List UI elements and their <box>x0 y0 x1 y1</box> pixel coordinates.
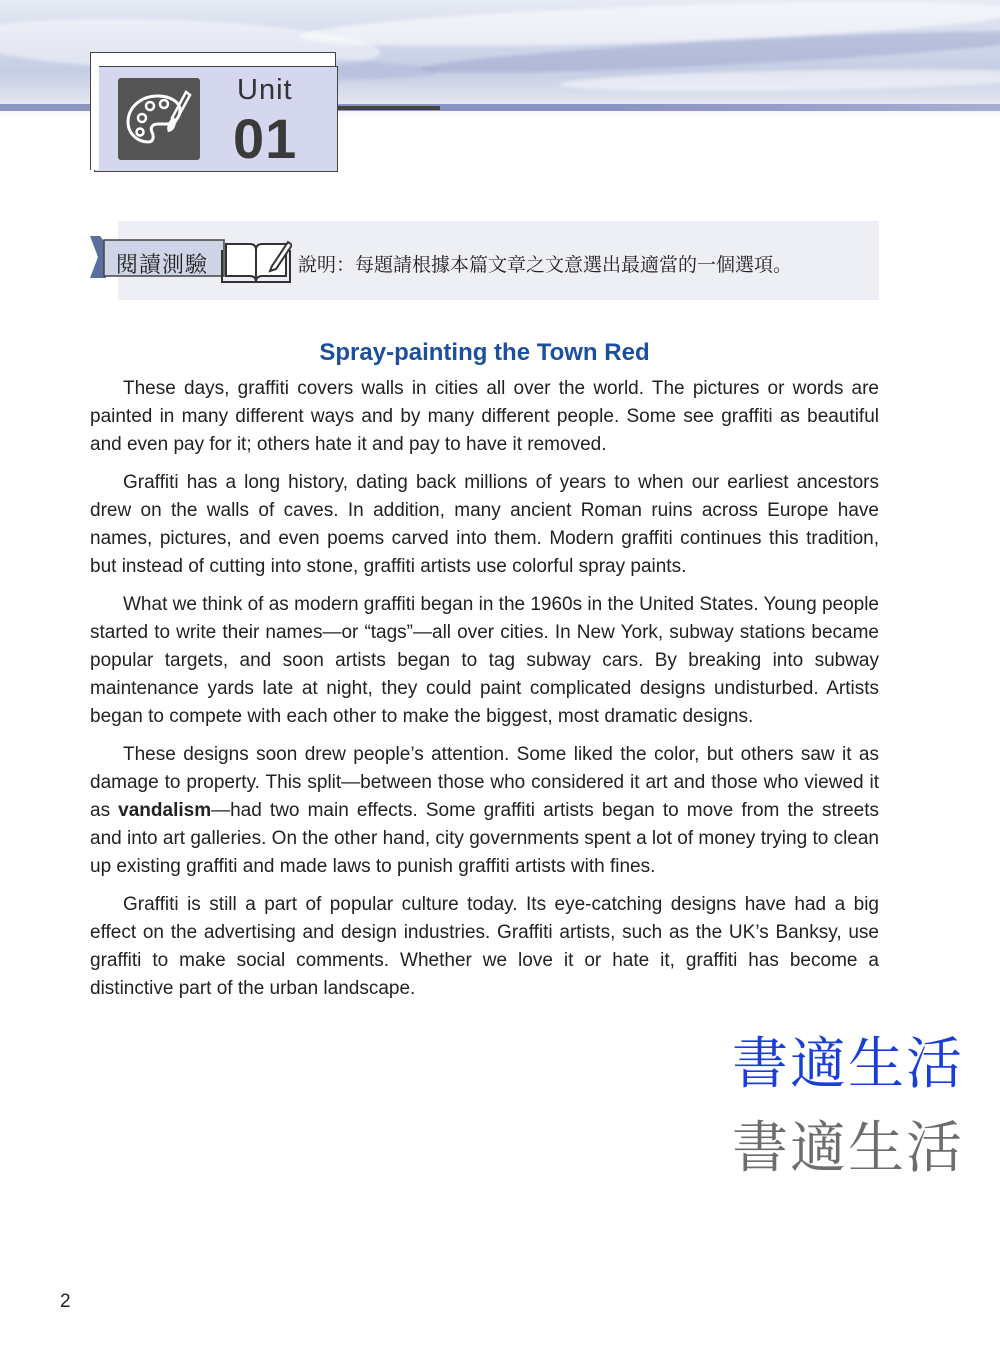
watermark-blue: 書適生活 <box>732 1032 964 1097</box>
article-paragraph: Graffiti is still a part of popular culture today. Its eye-catching designs have had a big effect on the advertising and design industries. Graffiti artists, such as the UK’s Banksy, use graffiti to make social comments. Whether we love it or hate it, graffiti has become a distinctive part of the urban landscape. <box>90 894 879 999</box>
article-body <box>90 375 879 1013</box>
unit-number: 01 <box>233 107 298 170</box>
paragraph-text: These designs soon drew people’s attention. Some liked the color, but others saw it as damage to property. This split—between those who considered it art and those who viewed it as <box>90 744 879 821</box>
vocab-highlight: vandalism <box>118 800 212 821</box>
article-paragraph: What we think of as modern graffiti began in the 1960s in the United States. Young people started to write their names—or “tags”—all over cities. In New York, subway stations became popular targets, and soon artists began to tag subway cars. By breaking into subway maintenance yards late at night, they could paint complicated designs undisturbed. Artists began to compete with each other to make the biggest, most dramatic designs. <box>90 594 879 727</box>
article-title: Spray-painting the Town Red <box>319 339 650 366</box>
unit-label: Unit <box>237 74 293 106</box>
article-paragraph: Graffiti has a long history, dating back millions of years to when our earliest ancestors drew on the walls of caves. In addition, many ancient Roman ruins across Europe have names, pictures, and even poems carved into them. Modern graffiti continues this tradition, but instead of cutting into stone, graffiti artists use colorful spray paints. <box>90 472 879 577</box>
open-book-pencil-icon <box>220 236 292 286</box>
section-tag-label: 閱讀測驗 <box>116 252 209 277</box>
paragraph-text: —had two main effects. Some graffiti artists began to move from the streets and into art galleries. On the other hand, city governments spent a lot of money trying to clean up existing graffiti and made laws to punish graffiti artists with fines. <box>90 800 879 877</box>
watermark-gray: 書適生活 <box>732 1116 964 1181</box>
header-rule-accent <box>330 106 440 110</box>
instructions-text: 說明：每題請根據本篇文章之文意選出最適當的一個選項。 <box>298 255 793 276</box>
palette-brush-icon <box>118 78 200 160</box>
article-paragraph: These days, graffiti covers walls in cities all over the world. The pictures or words are painted in many different ways and by many different people. Some see graffiti as beautiful and even pay for it; others hate it and pay to have it removed. <box>90 378 879 455</box>
page-number: 2 <box>60 1291 71 1312</box>
article-paragraph <box>90 741 879 881</box>
